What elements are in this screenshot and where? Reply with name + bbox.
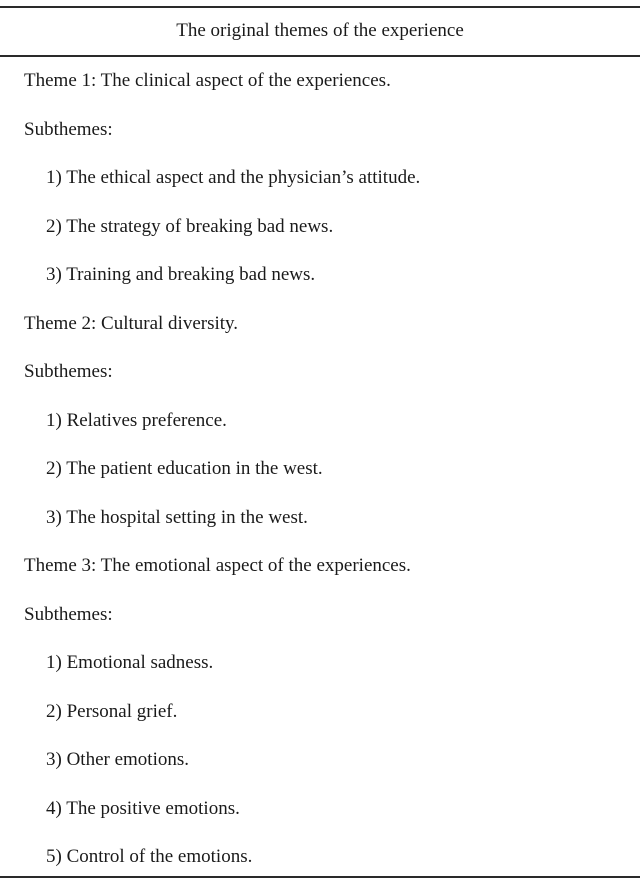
theme-1-subtheme-3: 3) Training and breaking bad news. bbox=[46, 264, 316, 286]
theme-3-subtheme-5: 5) Control of the emotions. bbox=[46, 846, 253, 868]
table-body bbox=[0, 57, 640, 882]
theme-3-subtheme-2: 2) Personal grief. bbox=[46, 700, 178, 722]
theme-2-subtheme-1: 1) Relatives preference. bbox=[46, 409, 227, 431]
theme-3-title: Theme 3: The emotional aspect of the experiences. bbox=[24, 555, 411, 577]
theme-3-subtheme-4: 4) The positive emotions. bbox=[46, 797, 240, 819]
theme-2-subthemes-label: Subthemes: bbox=[24, 361, 113, 383]
theme-1-subtheme-2: 2) The strategy of breaking bad news. bbox=[46, 215, 334, 237]
theme-2-subtheme-2: 2) The patient education in the west. bbox=[46, 458, 323, 480]
bottom-rule bbox=[0, 876, 640, 878]
theme-3-subthemes-label: Subthemes: bbox=[24, 603, 113, 625]
theme-1-title: Theme 1: The clinical aspect of the experiences. bbox=[24, 70, 391, 92]
table-header: The original themes of the experience bbox=[176, 20, 464, 41]
theme-2-title: Theme 2: Cultural diversity. bbox=[24, 312, 239, 334]
theme-2-subtheme-3: 3) The hospital setting in the west. bbox=[46, 506, 308, 528]
theme-1-subtheme-1: 1) The ethical aspect and the physician’s attitude. bbox=[46, 167, 421, 189]
theme-1-subthemes-label: Subthemes: bbox=[24, 118, 113, 140]
theme-3-subtheme-3: 3) Other emotions. bbox=[46, 749, 190, 771]
theme-3-subtheme-1: 1) Emotional sadness. bbox=[46, 652, 214, 674]
